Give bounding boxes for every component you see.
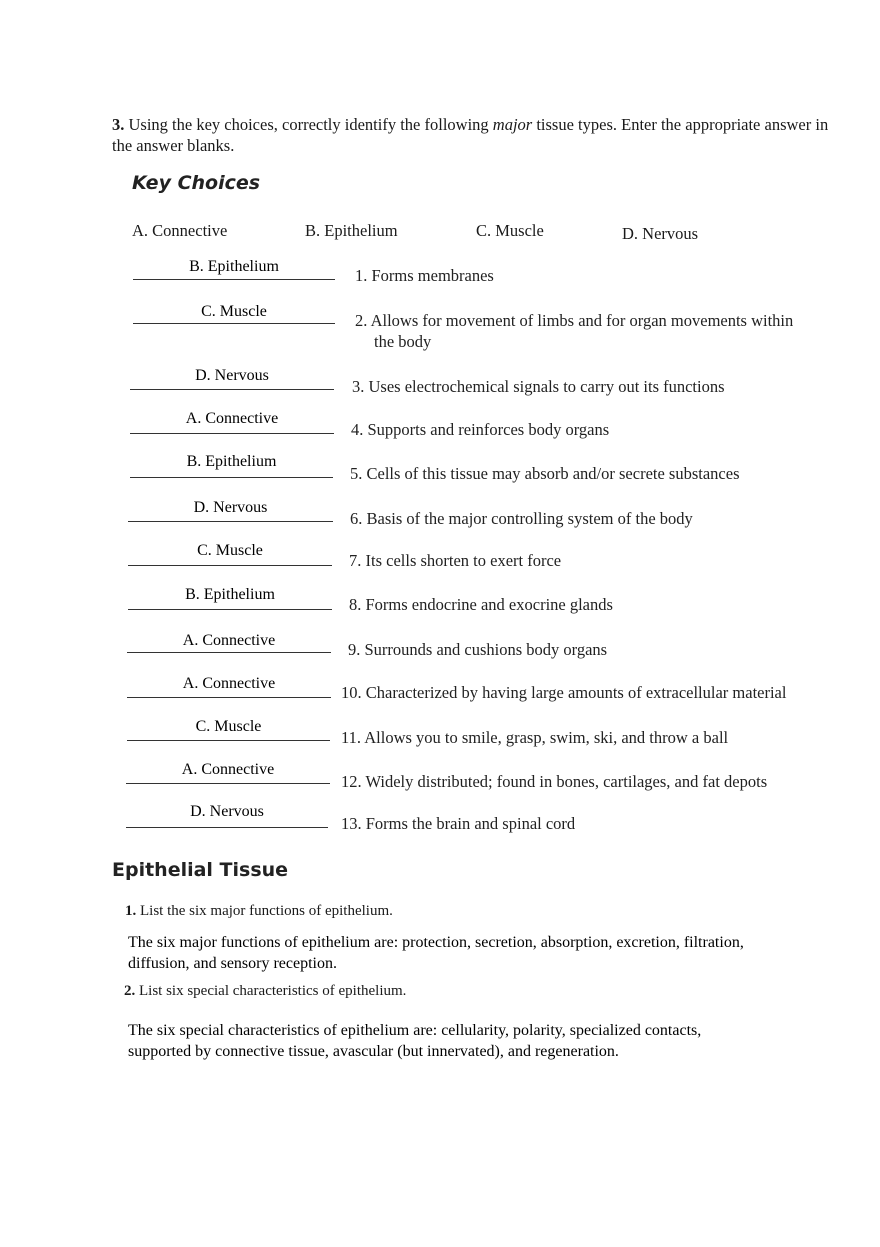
item-number: 5. bbox=[350, 464, 363, 483]
item-question bbox=[349, 551, 561, 571]
epithelial-question-1 bbox=[125, 903, 393, 920]
answer-line bbox=[128, 609, 332, 610]
answer-blank[interactable]: A. Connective bbox=[182, 632, 276, 649]
prompt-text: tissue types. Enter the appropriate answer in the answer blanks. bbox=[112, 115, 829, 155]
item-question bbox=[341, 772, 767, 792]
item-number: 10. bbox=[341, 683, 362, 702]
item-text: Allows for movement of limbs and for organ movements within bbox=[370, 311, 794, 330]
item-question bbox=[355, 311, 793, 331]
answer-line bbox=[130, 433, 334, 434]
key-choices-title: Key Choices bbox=[132, 172, 261, 194]
question-3-prompt bbox=[112, 114, 832, 156]
prompt-emphasis: major bbox=[492, 115, 533, 134]
answer-blank[interactable]: C. Muscle bbox=[201, 303, 267, 320]
item-text-continued: the body bbox=[374, 332, 432, 351]
answer-blank[interactable]: D. Nervous bbox=[190, 803, 264, 820]
answer-line bbox=[130, 389, 334, 390]
answer-line bbox=[127, 740, 330, 741]
answer-functions[interactable]: The six major functions of epithelium are: protection, secretion, absorption, excretion, filtration, diffusion, and sensory reception. bbox=[128, 934, 744, 972]
item-question bbox=[352, 377, 725, 397]
question-number: 1. bbox=[125, 903, 137, 919]
answer-blank[interactable]: B. Epithelium bbox=[189, 258, 279, 275]
answer-blank[interactable]: A. Connective bbox=[181, 761, 275, 778]
item-text: Allows you to smile, grasp, swim, ski, and throw a ball bbox=[364, 728, 729, 747]
item-text: Forms the brain and spinal cord bbox=[365, 814, 576, 833]
item-question bbox=[350, 509, 693, 529]
item-text: Forms endocrine and exocrine glands bbox=[365, 595, 613, 614]
key-choice-c: C. Muscle bbox=[476, 221, 544, 240]
answer-blank[interactable]: A. Connective bbox=[185, 410, 279, 427]
item-question bbox=[351, 420, 609, 440]
question-number: 2. bbox=[124, 983, 136, 999]
item-text: Uses electrochemical signals to carry out its functions bbox=[368, 377, 725, 396]
item-question bbox=[349, 595, 613, 615]
item-question bbox=[341, 728, 728, 748]
item-text: Forms membranes bbox=[371, 266, 494, 285]
item-text: Basis of the major controlling system of the body bbox=[366, 509, 693, 528]
answer-line bbox=[127, 652, 331, 653]
item-question bbox=[350, 464, 740, 484]
answer-blank[interactable]: C. Muscle bbox=[197, 542, 263, 559]
item-text: Its cells shorten to exert force bbox=[365, 551, 562, 570]
item-number: 9. bbox=[348, 640, 361, 659]
key-choice-a: A. Connective bbox=[132, 221, 228, 240]
item-text: Surrounds and cushions body organs bbox=[364, 640, 608, 659]
answer-line bbox=[130, 477, 333, 478]
answer-line bbox=[128, 521, 333, 522]
answer-blank[interactable]: C. Muscle bbox=[195, 718, 262, 735]
item-question bbox=[355, 266, 494, 286]
prompt-text: Using the key choices, correctly identify the following bbox=[128, 115, 493, 134]
item-text: Characterized by having large amounts of extracellular material bbox=[365, 683, 787, 702]
item-question bbox=[348, 640, 607, 660]
answer-characteristics[interactable]: The six special characteristics of epithelium are: cellularity, polarity, specialized contacts, supported by connective tissue, avascular (but innervated), and regeneration. bbox=[128, 1022, 702, 1060]
answer-line bbox=[133, 279, 335, 280]
answer-line bbox=[126, 783, 330, 784]
answer-line bbox=[127, 697, 331, 698]
item-number: 11. bbox=[341, 728, 362, 747]
answer-blank[interactable]: B. Epithelium bbox=[186, 453, 277, 470]
item-number: 1. bbox=[355, 266, 368, 285]
question-number: 3. bbox=[112, 115, 125, 134]
answer-line bbox=[133, 323, 335, 324]
item-text: Supports and reinforces body organs bbox=[367, 420, 610, 439]
question-text: List six special characteristics of epithelium. bbox=[139, 983, 407, 999]
item-number: 12. bbox=[341, 772, 362, 791]
item-question bbox=[341, 814, 575, 834]
item-number: 2. bbox=[355, 311, 368, 330]
answer-blank[interactable]: B. Epithelium bbox=[185, 586, 275, 603]
answer-line bbox=[126, 827, 328, 828]
epithelial-question-2 bbox=[124, 983, 406, 1000]
answer-blank[interactable]: D. Nervous bbox=[195, 367, 269, 384]
item-question bbox=[341, 683, 786, 703]
key-choice-d: D. Nervous bbox=[622, 224, 699, 243]
key-choice-b: B. Epithelium bbox=[305, 221, 398, 240]
epithelial-tissue-title: Epithelial Tissue bbox=[112, 859, 289, 881]
item-number: 7. bbox=[349, 551, 362, 570]
item-number: 3. bbox=[352, 377, 365, 396]
item-number: 6. bbox=[350, 509, 363, 528]
item-text: Widely distributed; found in bones, cartilages, and fat depots bbox=[365, 772, 768, 791]
answer-line bbox=[128, 565, 332, 566]
item-text: Cells of this tissue may absorb and/or secrete substances bbox=[366, 464, 740, 483]
item-number: 13. bbox=[341, 814, 362, 833]
answer-blank[interactable]: D. Nervous bbox=[193, 499, 268, 516]
item-number: 4. bbox=[351, 420, 364, 439]
item-number: 8. bbox=[349, 595, 362, 614]
answer-blank[interactable]: A. Connective bbox=[182, 675, 276, 692]
question-text: List the six major functions of epithelium. bbox=[140, 903, 393, 919]
